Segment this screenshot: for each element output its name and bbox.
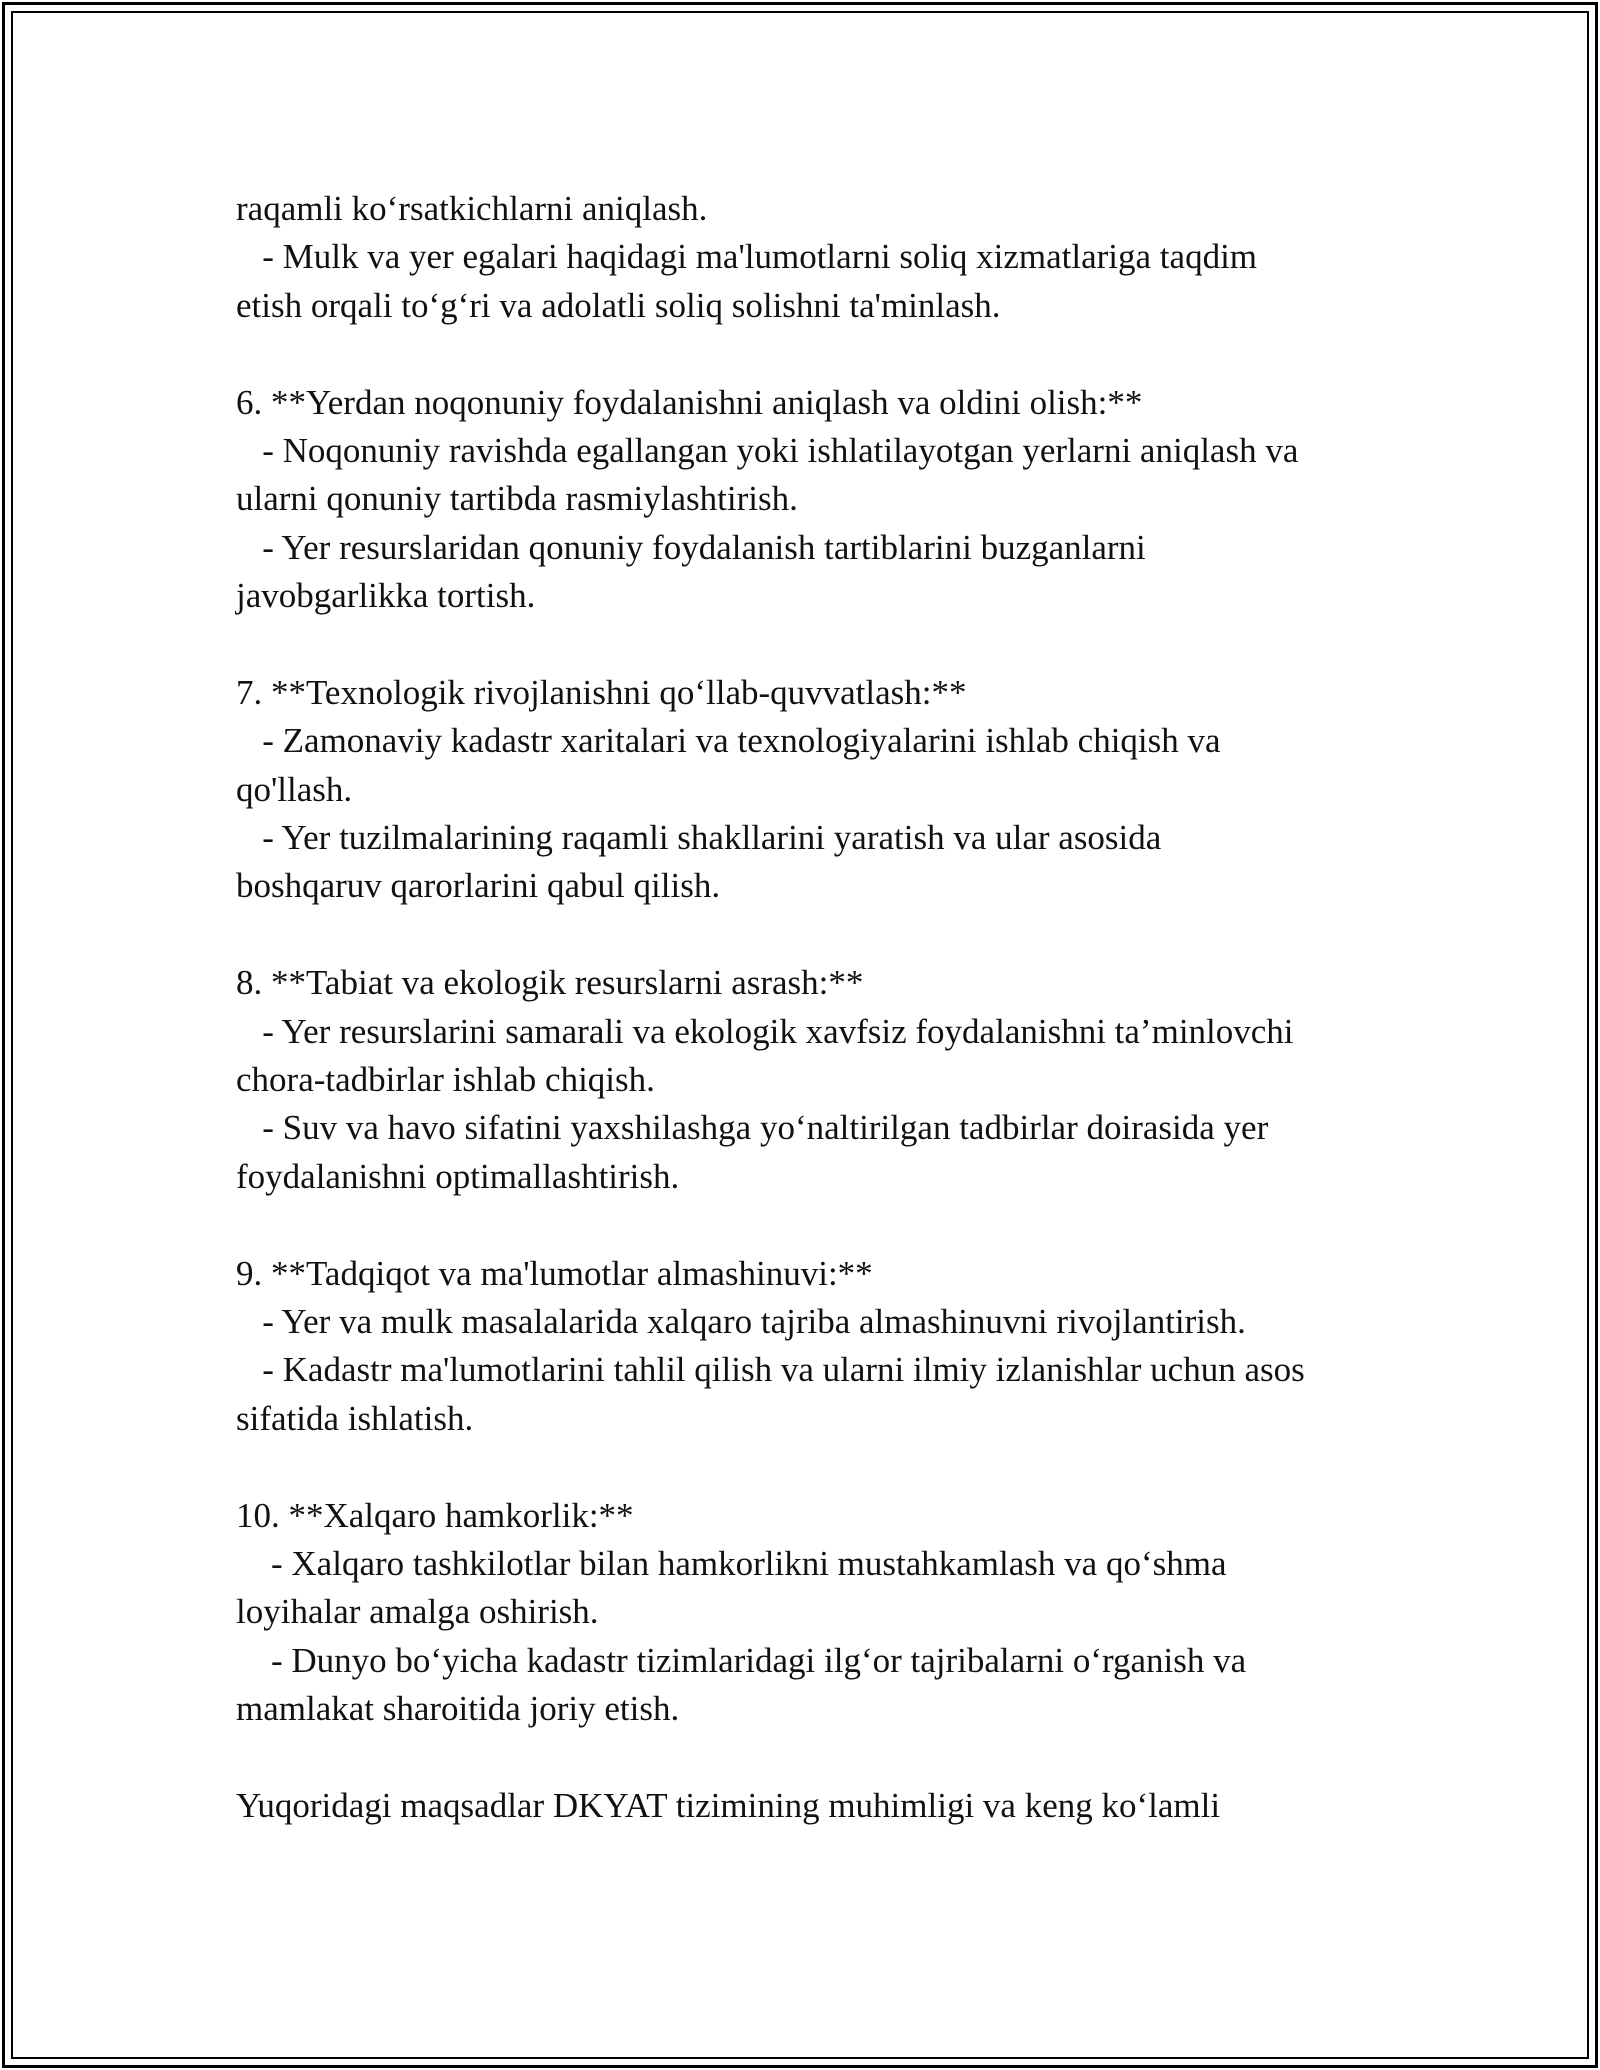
text-line: - Zamonaviy kadastr xaritalari va texnologiyalarini ishlab chiqish va: [236, 721, 1221, 761]
blank-line: [236, 621, 1406, 669]
text-line: - Yer va mulk masalalarida xalqaro tajriba almashinuvni rivojlantirish.: [236, 1301, 1246, 1341]
blank-line: [236, 1443, 1406, 1491]
section-heading-6: 6. **Yerdan noqonuniy foydalanishni aniqlash va oldini olish:**: [236, 382, 1143, 422]
blank-line: [236, 1201, 1406, 1249]
text-line: - Yer tuzilmalarining raqamli shakllarini yaratish va ular asosida: [236, 818, 1162, 858]
text-line: etish orqali to‘g‘ri va adolatli soliq solishni ta'minlash.: [236, 285, 1001, 325]
text-line: boshqaruv qarorlarini qabul qilish.: [236, 866, 721, 906]
text-line: ularni qonuniy tartibda rasmiylashtirish.: [236, 479, 798, 519]
text-line: - Noqonuniy ravishda egallangan yoki ishlatilayotgan yerlarni aniqlash va: [236, 430, 1299, 470]
text-line: - Yer resurslarini samarali va ekologik xavfsiz foydalanishni ta’minlovchi: [236, 1011, 1294, 1051]
section-heading-8: 8. **Tabiat va ekologik resurslarni asrash:**: [236, 963, 864, 1003]
text-line: raqamli ko‘rsatkichlarni aniqlash.: [236, 189, 708, 228]
closing-text-line: Yuqoridagi maqsadlar DKYAT tizimining muhimligi va keng ko‘lamli: [236, 1785, 1221, 1825]
text-line: qo'llash.: [236, 769, 353, 809]
blank-line: [236, 911, 1406, 959]
text-line: - Kadastr ma'lumotlarini tahlil qilish va ularni ilmiy izlanishlar uchun asos: [236, 1350, 1305, 1390]
text-line: javobgarlikka tortish.: [236, 576, 536, 616]
section-heading-10: 10. **Xalqaro hamkorlik:**: [236, 1495, 634, 1535]
section-heading-7: 7. **Texnologik rivojlanishni qo‘llab-quvvatlash:**: [236, 672, 967, 712]
text-line: loyihalar amalga oshirish.: [236, 1592, 599, 1632]
document-body: [236, 185, 1406, 1830]
blank-line: [236, 330, 1406, 378]
blank-line: [236, 1734, 1406, 1782]
text-line: - Mulk va yer egalari haqidagi ma'lumotlarni soliq xizmatlariga taqdim: [236, 237, 1258, 277]
text-line: - Yer resurslaridan qonuniy foydalanish tartiblarini buzganlarni: [236, 527, 1146, 567]
text-line: sifatida ishlatish.: [236, 1398, 474, 1438]
text-line: chora-tadbirlar ishlab chiqish.: [236, 1060, 655, 1100]
text-line: - Suv va havo sifatini yaxshilashga yo‘naltirilgan tadbirlar doirasida yer: [236, 1108, 1269, 1148]
section-heading-9: 9. **Tadqiqot va ma'lumotlar almashinuvi:**: [236, 1253, 873, 1293]
text-line: - Xalqaro tashkilotlar bilan hamkorlikni mustahkamlash va qo‘shma: [236, 1543, 1227, 1583]
text-line: foydalanishni optimallashtirish.: [236, 1156, 680, 1196]
text-line: mamlakat sharoitida joriy etish.: [236, 1689, 680, 1729]
text-line: - Dunyo bo‘yicha kadastr tizimlaridagi ilg‘or tajribalarni o‘rganish va: [236, 1640, 1247, 1680]
